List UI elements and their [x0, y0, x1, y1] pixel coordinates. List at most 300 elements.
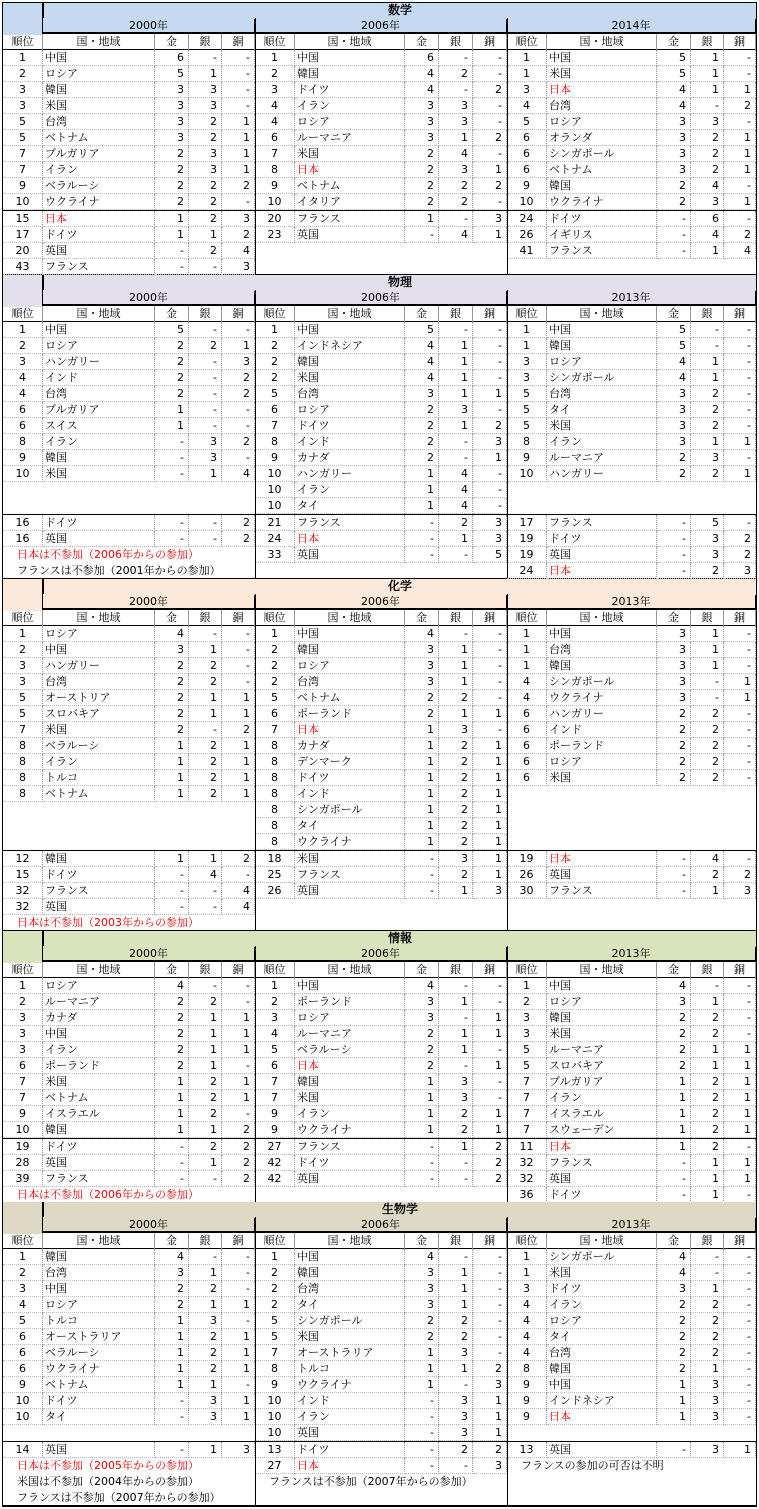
table-row	[255, 1442, 507, 1458]
table-row	[507, 50, 756, 66]
column-headers	[255, 1233, 507, 1249]
rank-cell: 8	[3, 786, 43, 802]
silver-cell: -	[439, 50, 473, 66]
silver-cell: 1	[691, 1155, 724, 1171]
country-cell: ウクライナ	[547, 194, 657, 210]
bronze-cell: 1	[473, 738, 507, 754]
gold-cell: 2	[405, 402, 439, 418]
rank-cell: 1	[3, 626, 43, 642]
table-row	[507, 1187, 756, 1203]
gold-cell: 3	[657, 402, 691, 418]
note-text: 日本は不参加（2005年からの参加）	[17, 1459, 199, 1472]
gold-cell: 3	[657, 386, 691, 402]
year-header: 2006年	[255, 947, 507, 961]
rank-cell: 8	[255, 434, 295, 450]
table-row	[255, 1249, 507, 1265]
country-cell: 英国	[43, 1442, 155, 1458]
gold-cell: 4	[155, 1249, 189, 1265]
rank-cell: 2	[3, 66, 43, 82]
table-row	[507, 322, 756, 338]
rank-cell: 8	[3, 754, 43, 770]
rank-cell: 8	[255, 738, 295, 754]
silver-cell: 3	[189, 146, 222, 162]
country-cell: ルーマニア	[547, 1042, 657, 1058]
table-row	[3, 1265, 255, 1281]
country-cell: フランス	[547, 883, 657, 899]
bronze-cell: -	[724, 1329, 756, 1345]
bronze-cell: -	[222, 1313, 255, 1329]
silver-cell: 4	[691, 178, 724, 194]
silver-cell: 2	[691, 563, 724, 579]
bronze-cell: -	[222, 1249, 255, 1265]
country-cell: ベトナム	[43, 1090, 155, 1106]
gold-cell: 2	[405, 418, 439, 434]
country-cell: インド	[43, 370, 155, 386]
bronze-cell: 2	[473, 130, 507, 146]
silver-cell: 1	[439, 994, 473, 1010]
silver-cell: 1	[189, 227, 222, 243]
country-cell: ベラルーシ	[295, 1042, 405, 1058]
rank-cell: 9	[507, 1377, 547, 1393]
column-headers	[507, 306, 756, 322]
bronze-cell: -	[473, 1345, 507, 1361]
silver-cell: 3	[691, 450, 724, 466]
subject-title: 物理	[43, 275, 756, 290]
bronze-cell: -	[473, 978, 507, 994]
rank-cell: 23	[255, 227, 295, 243]
bronze-cell: -	[473, 1042, 507, 1058]
table-row	[3, 178, 255, 194]
gold-cell: 3	[155, 98, 189, 114]
gold-cell: 5	[657, 338, 691, 354]
silver-cell: 1	[691, 66, 724, 82]
gold-cell: 3	[657, 162, 691, 178]
gold-cell: 1	[405, 211, 439, 227]
rank-cell: 8	[255, 834, 295, 850]
rank-cell: 9	[255, 1122, 295, 1138]
gold-cell: 4	[405, 82, 439, 98]
bronze-cell: -	[473, 338, 507, 354]
table-row	[255, 418, 507, 434]
country-cell: イギリス	[547, 227, 657, 243]
subject-title: 生物学	[43, 1202, 756, 1217]
gold-cell: -	[155, 259, 189, 275]
table-row	[3, 322, 255, 338]
country-cell: インド	[295, 434, 405, 450]
rank-cell: 1	[507, 1265, 547, 1281]
top-bottom-divider	[3, 1138, 756, 1139]
rank-cell: 4	[3, 386, 43, 402]
table-row	[507, 227, 756, 243]
country-cell: フランス	[295, 211, 405, 227]
column-divider	[507, 1217, 508, 1505]
bronze-cell: 3	[222, 211, 255, 227]
rank-cell: 9	[255, 1377, 295, 1393]
rank-cell: 4	[3, 1297, 43, 1313]
table-row	[507, 114, 756, 130]
table-row	[255, 370, 507, 386]
silver-cell: -	[189, 899, 222, 915]
silver-cell: 2	[189, 754, 222, 770]
gold-cell: 3	[155, 642, 189, 658]
country-cell: 日本	[547, 82, 657, 98]
table-row	[255, 690, 507, 706]
table-row	[3, 770, 255, 786]
bronze-cell: 1	[222, 1010, 255, 1026]
country-header: 国・地域	[43, 34, 155, 50]
year-header: 2000年	[43, 291, 255, 305]
country-cell: イスラエル	[547, 1106, 657, 1122]
gold-cell: 2	[405, 1329, 439, 1345]
rank-cell: 4	[507, 1345, 547, 1361]
silver-cell: 2	[189, 1361, 222, 1377]
country-header: 国・地域	[295, 1233, 405, 1249]
rank-cell: 6	[3, 418, 43, 434]
rank-cell: 19	[507, 547, 547, 563]
gold-cell: 3	[405, 994, 439, 1010]
column-headers	[3, 306, 255, 322]
rank-cell: 2	[255, 66, 295, 82]
gold-cell: 3	[657, 146, 691, 162]
country-cell: 韓国	[547, 178, 657, 194]
gold-header: 金	[405, 610, 439, 626]
rank-header: 順位	[507, 306, 547, 322]
rank-cell: 17	[507, 515, 547, 531]
gold-cell: 6	[155, 50, 189, 66]
gold-cell: 3	[657, 1281, 691, 1297]
bronze-cell: 1	[473, 162, 507, 178]
bronze-cell: -	[724, 1297, 756, 1313]
table-row	[3, 146, 255, 162]
silver-cell: 2	[189, 130, 222, 146]
bronze-cell: -	[724, 1361, 756, 1377]
gold-cell: 4	[657, 978, 691, 994]
silver-cell: 1	[439, 130, 473, 146]
silver-cell: 3	[439, 851, 473, 867]
gold-cell: 1	[657, 1122, 691, 1138]
country-cell: ドイツ	[547, 1281, 657, 1297]
gold-cell: 2	[657, 1010, 691, 1026]
bronze-cell: -	[473, 466, 507, 482]
gold-cell: 5	[155, 322, 189, 338]
rank-cell: 7	[255, 722, 295, 738]
silver-cell: -	[189, 386, 222, 402]
header-corner	[3, 931, 43, 963]
country-cell: ハンガリー	[295, 466, 405, 482]
silver-cell: 1	[189, 706, 222, 722]
gold-cell: 2	[657, 466, 691, 482]
table-row	[255, 883, 507, 899]
bronze-cell: 1	[222, 1409, 255, 1425]
table-row	[255, 1329, 507, 1345]
rank-cell: 1	[507, 50, 547, 66]
table-row	[255, 130, 507, 146]
gold-cell: 3	[657, 690, 691, 706]
silver-cell: 1	[439, 418, 473, 434]
country-cell: 英国	[43, 1155, 155, 1171]
silver-cell: 2	[691, 1074, 724, 1090]
country-cell: 日本	[295, 722, 405, 738]
bronze-cell: 1	[222, 130, 255, 146]
silver-cell: 1	[439, 1361, 473, 1377]
subject-section-4	[3, 1202, 756, 1506]
silver-cell: -	[439, 211, 473, 227]
gold-cell: 3	[405, 1265, 439, 1281]
country-cell: イラン	[295, 1409, 405, 1425]
column-divider	[507, 946, 508, 1202]
table-row	[3, 754, 255, 770]
table-row	[507, 1297, 756, 1313]
bronze-header: 銅	[724, 1233, 756, 1249]
rank-cell: 27	[255, 1458, 295, 1474]
silver-cell: 2	[691, 1090, 724, 1106]
bronze-cell: 1	[724, 1058, 756, 1074]
bronze-cell: 1	[724, 1171, 756, 1187]
country-cell: ウクライナ	[43, 1361, 155, 1377]
rank-cell: 3	[3, 354, 43, 370]
year-header: 2000年	[43, 595, 255, 609]
country-cell: ハンガリー	[547, 706, 657, 722]
gold-cell: 2	[405, 162, 439, 178]
bronze-cell: -	[473, 146, 507, 162]
bronze-cell: -	[222, 322, 255, 338]
bronze-cell: 2	[222, 370, 255, 386]
gold-cell: -	[657, 211, 691, 227]
bronze-cell: -	[724, 1281, 756, 1297]
silver-cell: 2	[189, 178, 222, 194]
gold-cell: 5	[657, 322, 691, 338]
rank-cell: 8	[3, 434, 43, 450]
rank-cell: 24	[507, 211, 547, 227]
rank-cell: 2	[3, 338, 43, 354]
subject-section-0	[3, 3, 756, 275]
rank-cell: 3	[507, 370, 547, 386]
silver-cell: 1	[691, 50, 724, 66]
table-row	[507, 434, 756, 450]
silver-cell: 2	[439, 802, 473, 818]
table-row	[3, 851, 255, 867]
table-row	[255, 834, 507, 850]
year-header: 2013年	[507, 1218, 756, 1232]
gold-cell: -	[405, 851, 439, 867]
rank-header: 順位	[255, 1233, 295, 1249]
gold-cell: 6	[405, 50, 439, 66]
note-text: 日本は不参加（2006年からの参加）	[17, 1188, 199, 1201]
table-row	[255, 1297, 507, 1313]
column-headers	[255, 306, 507, 322]
silver-cell: 2	[189, 1345, 222, 1361]
table-row	[507, 1313, 756, 1329]
country-cell: ドイツ	[43, 227, 155, 243]
silver-cell: -	[189, 354, 222, 370]
country-cell: 台湾	[547, 1345, 657, 1361]
bronze-cell: 1	[473, 1409, 507, 1425]
bronze-cell: -	[222, 1265, 255, 1281]
bronze-cell: -	[724, 66, 756, 82]
silver-cell: -	[691, 1265, 724, 1281]
table-row	[507, 1139, 756, 1155]
silver-cell: -	[439, 626, 473, 642]
gold-cell: 2	[155, 386, 189, 402]
gold-cell: 4	[657, 98, 691, 114]
table-row	[507, 1010, 756, 1026]
country-cell: インドネシア	[295, 338, 405, 354]
bronze-cell: 1	[724, 466, 756, 482]
rank-cell: 24	[507, 563, 547, 579]
country-cell: ルーマニア	[295, 130, 405, 146]
rank-cell: 1	[507, 978, 547, 994]
bronze-cell: 1	[724, 1074, 756, 1090]
gold-header: 金	[155, 1233, 189, 1249]
gold-header: 金	[155, 306, 189, 322]
gold-cell: 3	[405, 114, 439, 130]
rank-cell: 4	[507, 98, 547, 114]
silver-cell: 3	[439, 1345, 473, 1361]
rank-cell: 2	[507, 994, 547, 1010]
table-row	[507, 706, 756, 722]
country-cell: 台湾	[43, 674, 155, 690]
column-headers	[3, 610, 255, 626]
silver-cell: -	[439, 1058, 473, 1074]
bronze-cell: 1	[724, 1122, 756, 1138]
country-cell: 米国	[547, 418, 657, 434]
country-cell: スロバキア	[547, 1058, 657, 1074]
silver-cell: -	[189, 50, 222, 66]
silver-cell: 3	[691, 531, 724, 547]
silver-cell: -	[439, 547, 473, 563]
table-row	[3, 1026, 255, 1042]
table-row	[3, 786, 255, 802]
rank-cell: 8	[255, 754, 295, 770]
silver-cell: -	[691, 690, 724, 706]
country-header: 国・地域	[547, 962, 657, 978]
gold-cell: 1	[657, 1393, 691, 1409]
rank-cell: 9	[507, 178, 547, 194]
gold-header: 金	[405, 1233, 439, 1249]
bronze-cell: -	[724, 851, 756, 867]
rank-cell: 1	[255, 978, 295, 994]
silver-cell: 3	[439, 1409, 473, 1425]
country-cell: ロシア	[43, 66, 155, 82]
bronze-header: 銅	[724, 610, 756, 626]
bronze-cell: -	[222, 994, 255, 1010]
bronze-cell: 1	[473, 867, 507, 883]
table-row	[255, 66, 507, 82]
rank-cell: 9	[3, 1377, 43, 1393]
country-cell: ドイツ	[547, 531, 657, 547]
gold-cell: 2	[155, 194, 189, 210]
table-row	[255, 98, 507, 114]
silver-cell: -	[439, 82, 473, 98]
bronze-cell: -	[473, 690, 507, 706]
table-row	[507, 1042, 756, 1058]
bronze-cell: -	[222, 626, 255, 642]
bronze-cell: -	[473, 98, 507, 114]
rank-cell: 1	[507, 66, 547, 82]
rank-cell: 7	[507, 1122, 547, 1138]
country-cell: ポーランド	[295, 706, 405, 722]
bronze-cell: -	[222, 642, 255, 658]
silver-cell: 2	[691, 1139, 724, 1155]
gold-cell: -	[405, 531, 439, 547]
gold-cell: -	[155, 531, 189, 547]
column-divider	[255, 594, 256, 930]
rank-cell: 6	[255, 130, 295, 146]
country-cell: ポーランド	[295, 994, 405, 1010]
rank-cell: 42	[255, 1155, 295, 1171]
rank-cell: 8	[255, 786, 295, 802]
silver-cell: -	[189, 626, 222, 642]
rank-cell: 3	[507, 354, 547, 370]
table-row	[3, 738, 255, 754]
silver-cell: -	[439, 450, 473, 466]
gold-cell: -	[657, 867, 691, 883]
table-row	[507, 1329, 756, 1345]
rank-cell: 33	[255, 547, 295, 563]
rank-header: 順位	[507, 1233, 547, 1249]
silver-cell: 1	[439, 370, 473, 386]
gold-cell: 2	[657, 1329, 691, 1345]
silver-cell: 1	[439, 386, 473, 402]
silver-cell: 2	[691, 402, 724, 418]
rank-cell: 6	[255, 706, 295, 722]
note-text: 日本は不参加（2006年からの参加）	[17, 548, 199, 561]
gold-cell: -	[657, 531, 691, 547]
rank-cell: 18	[255, 851, 295, 867]
rank-cell: 10	[507, 466, 547, 482]
gold-cell: 1	[405, 818, 439, 834]
silver-cell: 3	[189, 1409, 222, 1425]
bronze-cell: -	[473, 402, 507, 418]
silver-cell: 3	[439, 722, 473, 738]
gold-cell: 1	[155, 738, 189, 754]
rank-cell: 6	[507, 754, 547, 770]
country-cell: ドイツ	[295, 1442, 405, 1458]
gold-cell: 3	[155, 1265, 189, 1281]
silver-header: 銀	[189, 34, 222, 50]
country-cell: シンガポール	[547, 146, 657, 162]
rank-cell: 27	[255, 1139, 295, 1155]
silver-cell: 3	[439, 98, 473, 114]
country-cell: ルーマニア	[43, 994, 155, 1010]
gold-cell: 4	[657, 1265, 691, 1281]
gold-cell: 2	[155, 658, 189, 674]
country-cell: スイス	[43, 418, 155, 434]
gold-cell: -	[657, 515, 691, 531]
silver-cell: -	[691, 1249, 724, 1265]
table-row	[255, 674, 507, 690]
bronze-cell: 1	[222, 1361, 255, 1377]
table-row	[255, 50, 507, 66]
column-divider	[255, 18, 256, 274]
gold-cell: 1	[405, 754, 439, 770]
bronze-cell: -	[473, 354, 507, 370]
rank-header: 順位	[255, 610, 295, 626]
gold-cell: 3	[657, 994, 691, 1010]
country-cell: 日本	[295, 162, 405, 178]
country-cell: 韓国	[295, 1074, 405, 1090]
silver-cell: 2	[691, 1026, 724, 1042]
country-header: 国・地域	[43, 610, 155, 626]
silver-cell: 4	[189, 867, 222, 883]
country-cell: 中国	[43, 642, 155, 658]
bronze-cell: 1	[473, 770, 507, 786]
silver-cell: 2	[189, 1090, 222, 1106]
table-row	[3, 1122, 255, 1138]
country-cell: 米国	[295, 146, 405, 162]
table-row	[3, 114, 255, 130]
country-cell: 中国	[295, 50, 405, 66]
